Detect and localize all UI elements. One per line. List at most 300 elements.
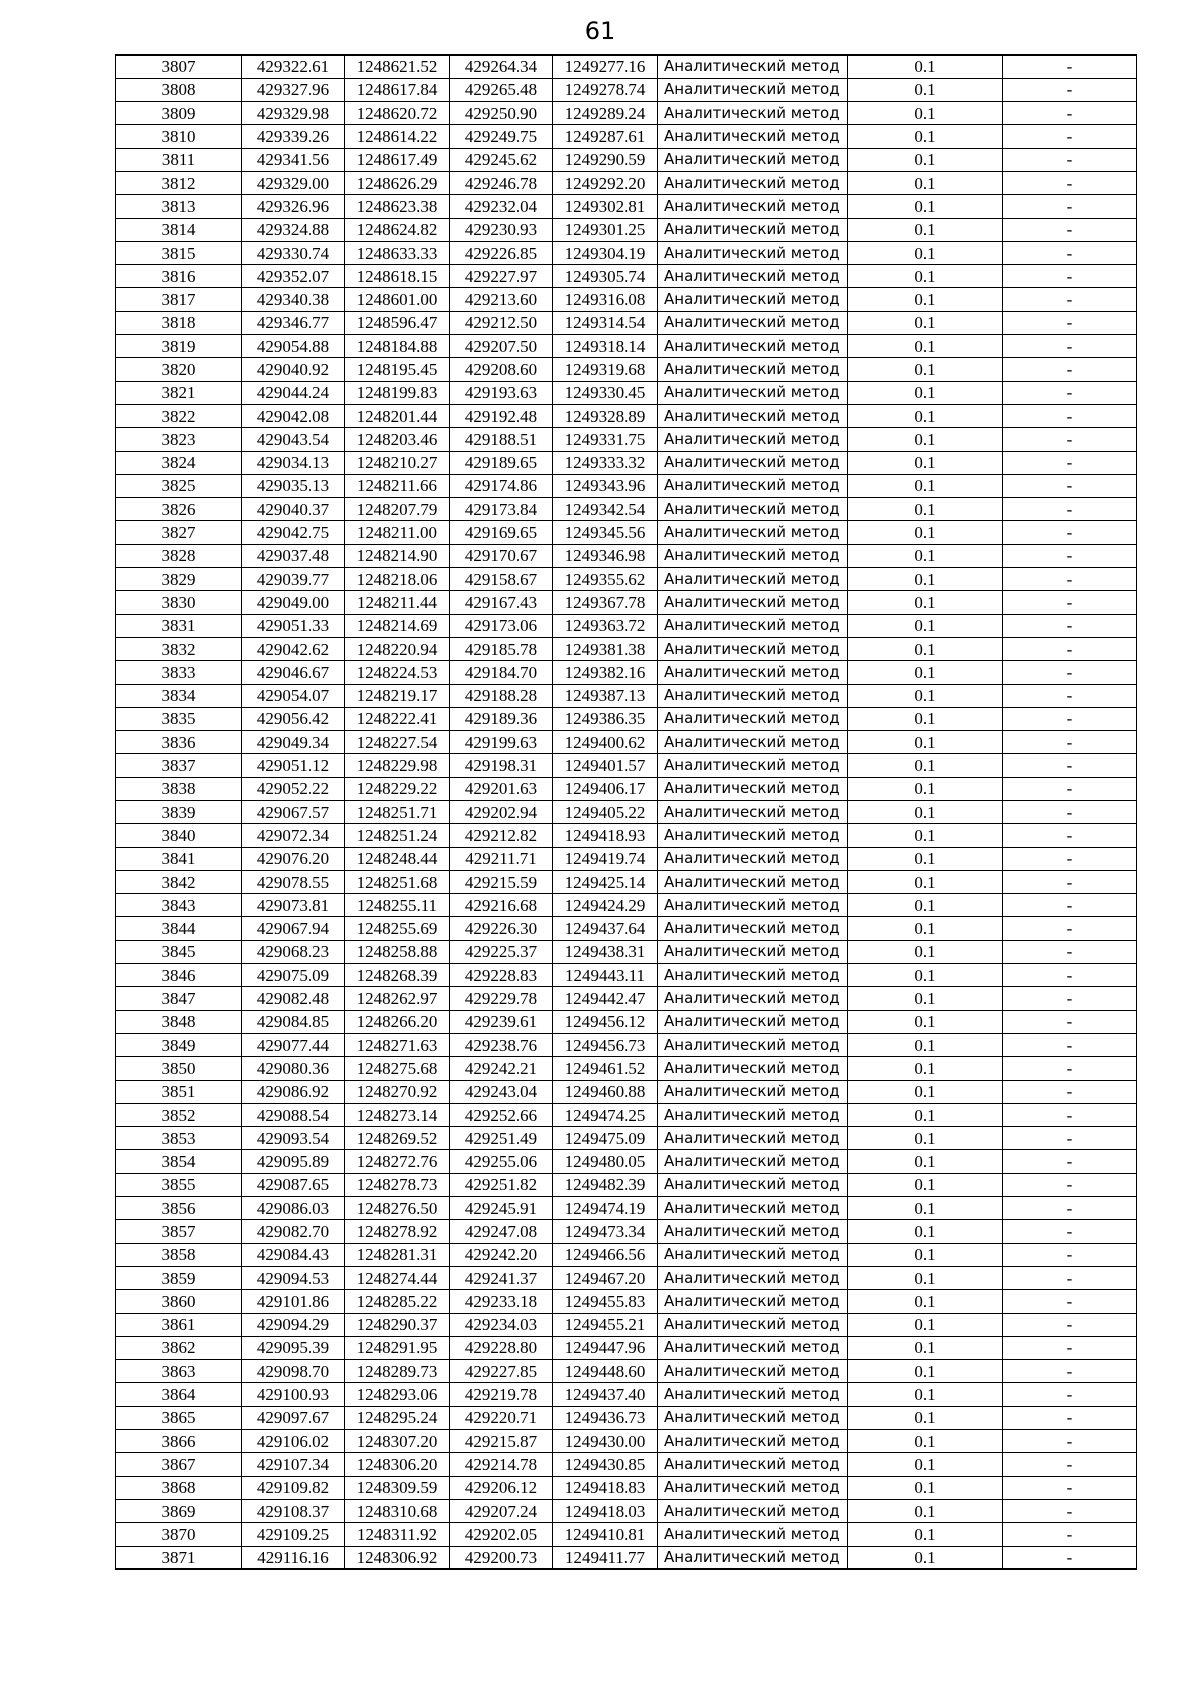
table-row [116, 288, 1137, 311]
y-coord-2-cell: 1249406.17 [553, 777, 658, 800]
x-coord-2-cell: 429219.78 [450, 1383, 553, 1406]
x-coord-1-cell: 429034.13 [242, 451, 345, 474]
point-number-cell: 3854 [116, 1150, 242, 1173]
y-coord-1-cell: 1248614.22 [345, 125, 450, 148]
y-coord-1-cell: 1248227.54 [345, 731, 450, 754]
table-row [116, 777, 1137, 800]
y-coord-2-cell: 1249400.62 [553, 731, 658, 754]
y-coord-2-cell: 1249316.08 [553, 288, 658, 311]
x-coord-1-cell: 429329.00 [242, 171, 345, 194]
table-row [116, 498, 1137, 521]
y-coord-1-cell: 1248626.29 [345, 171, 450, 194]
point-number-cell: 3817 [116, 288, 242, 311]
table-row [116, 451, 1137, 474]
method-cell: Аналитический метод [658, 987, 848, 1010]
point-number-cell: 3857 [116, 1220, 242, 1243]
x-coord-2-cell: 429184.70 [450, 661, 553, 684]
x-coord-1-cell: 429340.38 [242, 288, 345, 311]
x-coord-1-cell: 429107.34 [242, 1453, 345, 1476]
point-number-cell: 3830 [116, 591, 242, 614]
table-row [116, 1103, 1137, 1126]
accuracy-cell: 0.1 [848, 1033, 1003, 1056]
accuracy-cell: 0.1 [848, 777, 1003, 800]
x-coord-2-cell: 429234.03 [450, 1313, 553, 1336]
accuracy-cell: 0.1 [848, 1360, 1003, 1383]
y-coord-1-cell: 1248222.41 [345, 707, 450, 730]
point-number-cell: 3846 [116, 964, 242, 987]
accuracy-cell: 0.1 [848, 964, 1003, 987]
y-coord-2-cell: 1249401.57 [553, 754, 658, 777]
x-coord-2-cell: 429207.50 [450, 335, 553, 358]
method-cell: Аналитический метод [658, 1150, 848, 1173]
x-coord-2-cell: 429242.21 [450, 1057, 553, 1080]
method-cell: Аналитический метод [658, 661, 848, 684]
point-number-cell: 3836 [116, 731, 242, 754]
method-cell: Аналитический метод [658, 847, 848, 870]
y-coord-1-cell: 1248285.22 [345, 1290, 450, 1313]
table-row [116, 1173, 1137, 1196]
point-number-cell: 3871 [116, 1546, 242, 1569]
note-cell: - [1003, 544, 1137, 567]
x-coord-1-cell: 429082.48 [242, 987, 345, 1010]
x-coord-1-cell: 429086.03 [242, 1197, 345, 1220]
accuracy-cell: 0.1 [848, 148, 1003, 171]
x-coord-1-cell: 429095.39 [242, 1336, 345, 1359]
x-coord-1-cell: 429040.37 [242, 498, 345, 521]
x-coord-1-cell: 429101.86 [242, 1290, 345, 1313]
y-coord-2-cell: 1249304.19 [553, 241, 658, 264]
table-row [116, 1383, 1137, 1406]
accuracy-cell: 0.1 [848, 288, 1003, 311]
accuracy-cell: 0.1 [848, 847, 1003, 870]
accuracy-cell: 0.1 [848, 1266, 1003, 1289]
x-coord-1-cell: 429329.98 [242, 102, 345, 125]
accuracy-cell: 0.1 [848, 661, 1003, 684]
table-row [116, 1360, 1137, 1383]
y-coord-2-cell: 1249381.38 [553, 637, 658, 660]
y-coord-1-cell: 1248214.90 [345, 544, 450, 567]
note-cell: - [1003, 171, 1137, 194]
x-coord-1-cell: 429042.75 [242, 521, 345, 544]
point-number-cell: 3826 [116, 498, 242, 521]
y-coord-1-cell: 1248219.17 [345, 684, 450, 707]
y-coord-1-cell: 1248201.44 [345, 404, 450, 427]
table-row [116, 358, 1137, 381]
y-coord-1-cell: 1248258.88 [345, 940, 450, 963]
note-cell: - [1003, 1430, 1137, 1453]
x-coord-2-cell: 429199.63 [450, 731, 553, 754]
y-coord-2-cell: 1249355.62 [553, 568, 658, 591]
x-coord-1-cell: 429073.81 [242, 894, 345, 917]
x-coord-1-cell: 429094.53 [242, 1266, 345, 1289]
note-cell: - [1003, 288, 1137, 311]
method-cell: Аналитический метод [658, 568, 848, 591]
note-cell: - [1003, 591, 1137, 614]
y-coord-2-cell: 1249302.81 [553, 195, 658, 218]
y-coord-1-cell: 1248218.06 [345, 568, 450, 591]
note-cell: - [1003, 218, 1137, 241]
point-number-cell: 3837 [116, 754, 242, 777]
y-coord-2-cell: 1249474.19 [553, 1197, 658, 1220]
accuracy-cell: 0.1 [848, 544, 1003, 567]
y-coord-2-cell: 1249363.72 [553, 614, 658, 637]
method-cell: Аналитический метод [658, 498, 848, 521]
note-cell: - [1003, 1290, 1137, 1313]
x-coord-2-cell: 429250.90 [450, 102, 553, 125]
accuracy-cell: 0.1 [848, 498, 1003, 521]
y-coord-1-cell: 1248596.47 [345, 311, 450, 334]
y-coord-2-cell: 1249367.78 [553, 591, 658, 614]
note-cell: - [1003, 894, 1137, 917]
y-coord-1-cell: 1248273.14 [345, 1103, 450, 1126]
accuracy-cell: 0.1 [848, 1499, 1003, 1522]
x-coord-2-cell: 429227.97 [450, 265, 553, 288]
y-coord-2-cell: 1249480.05 [553, 1150, 658, 1173]
method-cell: Аналитический метод [658, 1243, 848, 1266]
table-row [116, 521, 1137, 544]
y-coord-2-cell: 1249443.11 [553, 964, 658, 987]
table-row [116, 102, 1137, 125]
table-row [116, 171, 1137, 194]
table-row [116, 801, 1137, 824]
y-coord-1-cell: 1248251.68 [345, 870, 450, 893]
y-coord-2-cell: 1249436.73 [553, 1406, 658, 1429]
method-cell: Аналитический метод [658, 218, 848, 241]
method-cell: Аналитический метод [658, 870, 848, 893]
method-cell: Аналитический метод [658, 1430, 848, 1453]
x-coord-1-cell: 429100.93 [242, 1383, 345, 1406]
accuracy-cell: 0.1 [848, 1080, 1003, 1103]
y-coord-1-cell: 1248620.72 [345, 102, 450, 125]
y-coord-2-cell: 1249345.56 [553, 521, 658, 544]
table-row [116, 824, 1137, 847]
accuracy-cell: 0.1 [848, 78, 1003, 101]
y-coord-1-cell: 1248203.46 [345, 428, 450, 451]
method-cell: Аналитический метод [658, 684, 848, 707]
x-coord-1-cell: 429054.88 [242, 335, 345, 358]
table-row [116, 940, 1137, 963]
y-coord-2-cell: 1249410.81 [553, 1523, 658, 1546]
note-cell: - [1003, 1546, 1137, 1569]
y-coord-1-cell: 1248621.52 [345, 55, 450, 78]
y-coord-2-cell: 1249448.60 [553, 1360, 658, 1383]
point-number-cell: 3855 [116, 1173, 242, 1196]
point-number-cell: 3822 [116, 404, 242, 427]
table-row [116, 78, 1137, 101]
y-coord-2-cell: 1249342.54 [553, 498, 658, 521]
x-coord-1-cell: 429080.36 [242, 1057, 345, 1080]
method-cell: Аналитический метод [658, 1103, 848, 1126]
table-row [116, 1499, 1137, 1522]
note-cell: - [1003, 684, 1137, 707]
note-cell: - [1003, 1499, 1137, 1522]
coordinates-table [115, 54, 1137, 1570]
note-cell: - [1003, 102, 1137, 125]
point-number-cell: 3828 [116, 544, 242, 567]
accuracy-cell: 0.1 [848, 241, 1003, 264]
point-number-cell: 3863 [116, 1360, 242, 1383]
method-cell: Аналитический метод [658, 707, 848, 730]
x-coord-1-cell: 429106.02 [242, 1430, 345, 1453]
x-coord-1-cell: 429109.82 [242, 1476, 345, 1499]
point-number-cell: 3862 [116, 1336, 242, 1359]
method-cell: Аналитический метод [658, 358, 848, 381]
x-coord-1-cell: 429109.25 [242, 1523, 345, 1546]
x-coord-2-cell: 429264.34 [450, 55, 553, 78]
note-cell: - [1003, 1220, 1137, 1243]
y-coord-1-cell: 1248633.33 [345, 241, 450, 264]
note-cell: - [1003, 987, 1137, 1010]
x-coord-2-cell: 429242.20 [450, 1243, 553, 1266]
x-coord-1-cell: 429322.61 [242, 55, 345, 78]
y-coord-1-cell: 1248617.49 [345, 148, 450, 171]
y-coord-2-cell: 1249466.56 [553, 1243, 658, 1266]
x-coord-1-cell: 429098.70 [242, 1360, 345, 1383]
point-number-cell: 3818 [116, 311, 242, 334]
method-cell: Аналитический метод [658, 1033, 848, 1056]
y-coord-2-cell: 1249418.93 [553, 824, 658, 847]
x-coord-1-cell: 429067.57 [242, 801, 345, 824]
x-coord-2-cell: 429202.05 [450, 1523, 553, 1546]
table-row [116, 1243, 1137, 1266]
point-number-cell: 3839 [116, 801, 242, 824]
x-coord-2-cell: 429208.60 [450, 358, 553, 381]
y-coord-1-cell: 1248617.84 [345, 78, 450, 101]
table-row [116, 125, 1137, 148]
x-coord-1-cell: 429035.13 [242, 474, 345, 497]
x-coord-1-cell: 429352.07 [242, 265, 345, 288]
method-cell: Аналитический метод [658, 428, 848, 451]
x-coord-2-cell: 429201.63 [450, 777, 553, 800]
method-cell: Аналитический метод [658, 1197, 848, 1220]
x-coord-1-cell: 429051.33 [242, 614, 345, 637]
accuracy-cell: 0.1 [848, 1523, 1003, 1546]
note-cell: - [1003, 241, 1137, 264]
y-coord-1-cell: 1248266.20 [345, 1010, 450, 1033]
x-coord-1-cell: 429044.24 [242, 381, 345, 404]
accuracy-cell: 0.1 [848, 218, 1003, 241]
point-number-cell: 3851 [116, 1080, 242, 1103]
table-row [116, 917, 1137, 940]
x-coord-2-cell: 429167.43 [450, 591, 553, 614]
accuracy-cell: 0.1 [848, 1220, 1003, 1243]
accuracy-cell: 0.1 [848, 1243, 1003, 1266]
point-number-cell: 3829 [116, 568, 242, 591]
point-number-cell: 3840 [116, 824, 242, 847]
x-coord-1-cell: 429043.54 [242, 428, 345, 451]
x-coord-2-cell: 429251.82 [450, 1173, 553, 1196]
point-number-cell: 3860 [116, 1290, 242, 1313]
x-coord-1-cell: 429052.22 [242, 777, 345, 800]
y-coord-2-cell: 1249418.83 [553, 1476, 658, 1499]
accuracy-cell: 0.1 [848, 1197, 1003, 1220]
x-coord-1-cell: 429084.85 [242, 1010, 345, 1033]
x-coord-1-cell: 429094.29 [242, 1313, 345, 1336]
y-coord-2-cell: 1249430.00 [553, 1430, 658, 1453]
x-coord-1-cell: 429046.67 [242, 661, 345, 684]
y-coord-2-cell: 1249382.16 [553, 661, 658, 684]
point-number-cell: 3808 [116, 78, 242, 101]
point-number-cell: 3809 [116, 102, 242, 125]
y-coord-2-cell: 1249456.73 [553, 1033, 658, 1056]
x-coord-2-cell: 429212.82 [450, 824, 553, 847]
x-coord-2-cell: 429238.76 [450, 1033, 553, 1056]
point-number-cell: 3827 [116, 521, 242, 544]
y-coord-2-cell: 1249318.14 [553, 335, 658, 358]
accuracy-cell: 0.1 [848, 591, 1003, 614]
y-coord-2-cell: 1249482.39 [553, 1173, 658, 1196]
y-coord-1-cell: 1248211.44 [345, 591, 450, 614]
table-row [116, 870, 1137, 893]
x-coord-2-cell: 429215.59 [450, 870, 553, 893]
method-cell: Аналитический метод [658, 1266, 848, 1289]
x-coord-1-cell: 429086.92 [242, 1080, 345, 1103]
x-coord-1-cell: 429042.62 [242, 637, 345, 660]
method-cell: Аналитический метод [658, 404, 848, 427]
accuracy-cell: 0.1 [848, 1453, 1003, 1476]
method-cell: Аналитический метод [658, 1406, 848, 1429]
method-cell: Аналитический метод [658, 125, 848, 148]
y-coord-2-cell: 1249475.09 [553, 1127, 658, 1150]
y-coord-2-cell: 1249387.13 [553, 684, 658, 707]
x-coord-2-cell: 429265.48 [450, 78, 553, 101]
point-number-cell: 3843 [116, 894, 242, 917]
y-coord-2-cell: 1249331.75 [553, 428, 658, 451]
method-cell: Аналитический метод [658, 917, 848, 940]
point-number-cell: 3844 [116, 917, 242, 940]
table-row [116, 218, 1137, 241]
x-coord-1-cell: 429054.07 [242, 684, 345, 707]
method-cell: Аналитический метод [658, 335, 848, 358]
y-coord-2-cell: 1249456.12 [553, 1010, 658, 1033]
x-coord-1-cell: 429339.26 [242, 125, 345, 148]
y-coord-2-cell: 1249411.77 [553, 1546, 658, 1569]
y-coord-1-cell: 1248224.53 [345, 661, 450, 684]
y-coord-1-cell: 1248269.52 [345, 1127, 450, 1150]
table-row [116, 1057, 1137, 1080]
x-coord-1-cell: 429327.96 [242, 78, 345, 101]
table-row [116, 1546, 1137, 1569]
method-cell: Аналитический метод [658, 824, 848, 847]
y-coord-2-cell: 1249437.40 [553, 1383, 658, 1406]
note-cell: - [1003, 1057, 1137, 1080]
method-cell: Аналитический метод [658, 381, 848, 404]
y-coord-1-cell: 1248278.73 [345, 1173, 450, 1196]
x-coord-1-cell: 429093.54 [242, 1127, 345, 1150]
y-coord-1-cell: 1248251.24 [345, 824, 450, 847]
x-coord-1-cell: 429324.88 [242, 218, 345, 241]
point-number-cell: 3861 [116, 1313, 242, 1336]
x-coord-1-cell: 429078.55 [242, 870, 345, 893]
y-coord-2-cell: 1249289.24 [553, 102, 658, 125]
note-cell: - [1003, 1243, 1137, 1266]
point-number-cell: 3807 [116, 55, 242, 78]
note-cell: - [1003, 1360, 1137, 1383]
table-row [116, 1010, 1137, 1033]
note-cell: - [1003, 1103, 1137, 1126]
note-cell: - [1003, 661, 1137, 684]
note-cell: - [1003, 847, 1137, 870]
x-coord-2-cell: 429245.91 [450, 1197, 553, 1220]
y-coord-1-cell: 1248270.92 [345, 1080, 450, 1103]
x-coord-1-cell: 429084.43 [242, 1243, 345, 1266]
point-number-cell: 3841 [116, 847, 242, 870]
x-coord-2-cell: 429189.36 [450, 707, 553, 730]
method-cell: Аналитический метод [658, 801, 848, 824]
point-number-cell: 3833 [116, 661, 242, 684]
method-cell: Аналитический метод [658, 940, 848, 963]
note-cell: - [1003, 1453, 1137, 1476]
table-row [116, 707, 1137, 730]
table-row [116, 1336, 1137, 1359]
note-cell: - [1003, 404, 1137, 427]
accuracy-cell: 0.1 [848, 335, 1003, 358]
note-cell: - [1003, 1266, 1137, 1289]
x-coord-1-cell: 429067.94 [242, 917, 345, 940]
x-coord-1-cell: 429037.48 [242, 544, 345, 567]
point-number-cell: 3819 [116, 335, 242, 358]
accuracy-cell: 0.1 [848, 474, 1003, 497]
point-number-cell: 3815 [116, 241, 242, 264]
table-row [116, 381, 1137, 404]
point-number-cell: 3850 [116, 1057, 242, 1080]
x-coord-2-cell: 429227.85 [450, 1360, 553, 1383]
y-coord-2-cell: 1249473.34 [553, 1220, 658, 1243]
accuracy-cell: 0.1 [848, 1546, 1003, 1569]
point-number-cell: 3853 [116, 1127, 242, 1150]
x-coord-2-cell: 429232.04 [450, 195, 553, 218]
point-number-cell: 3869 [116, 1499, 242, 1522]
y-coord-2-cell: 1249292.20 [553, 171, 658, 194]
table-row [116, 241, 1137, 264]
x-coord-1-cell: 429049.00 [242, 591, 345, 614]
y-coord-2-cell: 1249474.25 [553, 1103, 658, 1126]
y-coord-1-cell: 1248211.00 [345, 521, 450, 544]
accuracy-cell: 0.1 [848, 940, 1003, 963]
accuracy-cell: 0.1 [848, 311, 1003, 334]
y-coord-2-cell: 1249461.52 [553, 1057, 658, 1080]
method-cell: Аналитический метод [658, 1290, 848, 1313]
y-coord-1-cell: 1248251.71 [345, 801, 450, 824]
x-coord-2-cell: 429174.86 [450, 474, 553, 497]
note-cell: - [1003, 1383, 1137, 1406]
method-cell: Аналитический метод [658, 1546, 848, 1569]
table-row [116, 404, 1137, 427]
x-coord-2-cell: 429202.94 [450, 801, 553, 824]
accuracy-cell: 0.1 [848, 265, 1003, 288]
method-cell: Аналитический метод [658, 171, 848, 194]
accuracy-cell: 0.1 [848, 917, 1003, 940]
table-row [116, 1150, 1137, 1173]
note-cell: - [1003, 428, 1137, 451]
point-number-cell: 3838 [116, 777, 242, 800]
point-number-cell: 3816 [116, 265, 242, 288]
note-cell: - [1003, 265, 1137, 288]
method-cell: Аналитический метод [658, 591, 848, 614]
table-row [116, 1406, 1137, 1429]
note-cell: - [1003, 1080, 1137, 1103]
point-number-cell: 3867 [116, 1453, 242, 1476]
y-coord-2-cell: 1249314.54 [553, 311, 658, 334]
x-coord-2-cell: 429229.78 [450, 987, 553, 1010]
accuracy-cell: 0.1 [848, 870, 1003, 893]
table-row [116, 55, 1137, 78]
point-number-cell: 3856 [116, 1197, 242, 1220]
y-coord-1-cell: 1248281.31 [345, 1243, 450, 1266]
x-coord-1-cell: 429077.44 [242, 1033, 345, 1056]
y-coord-1-cell: 1248255.69 [345, 917, 450, 940]
x-coord-2-cell: 429206.12 [450, 1476, 553, 1499]
